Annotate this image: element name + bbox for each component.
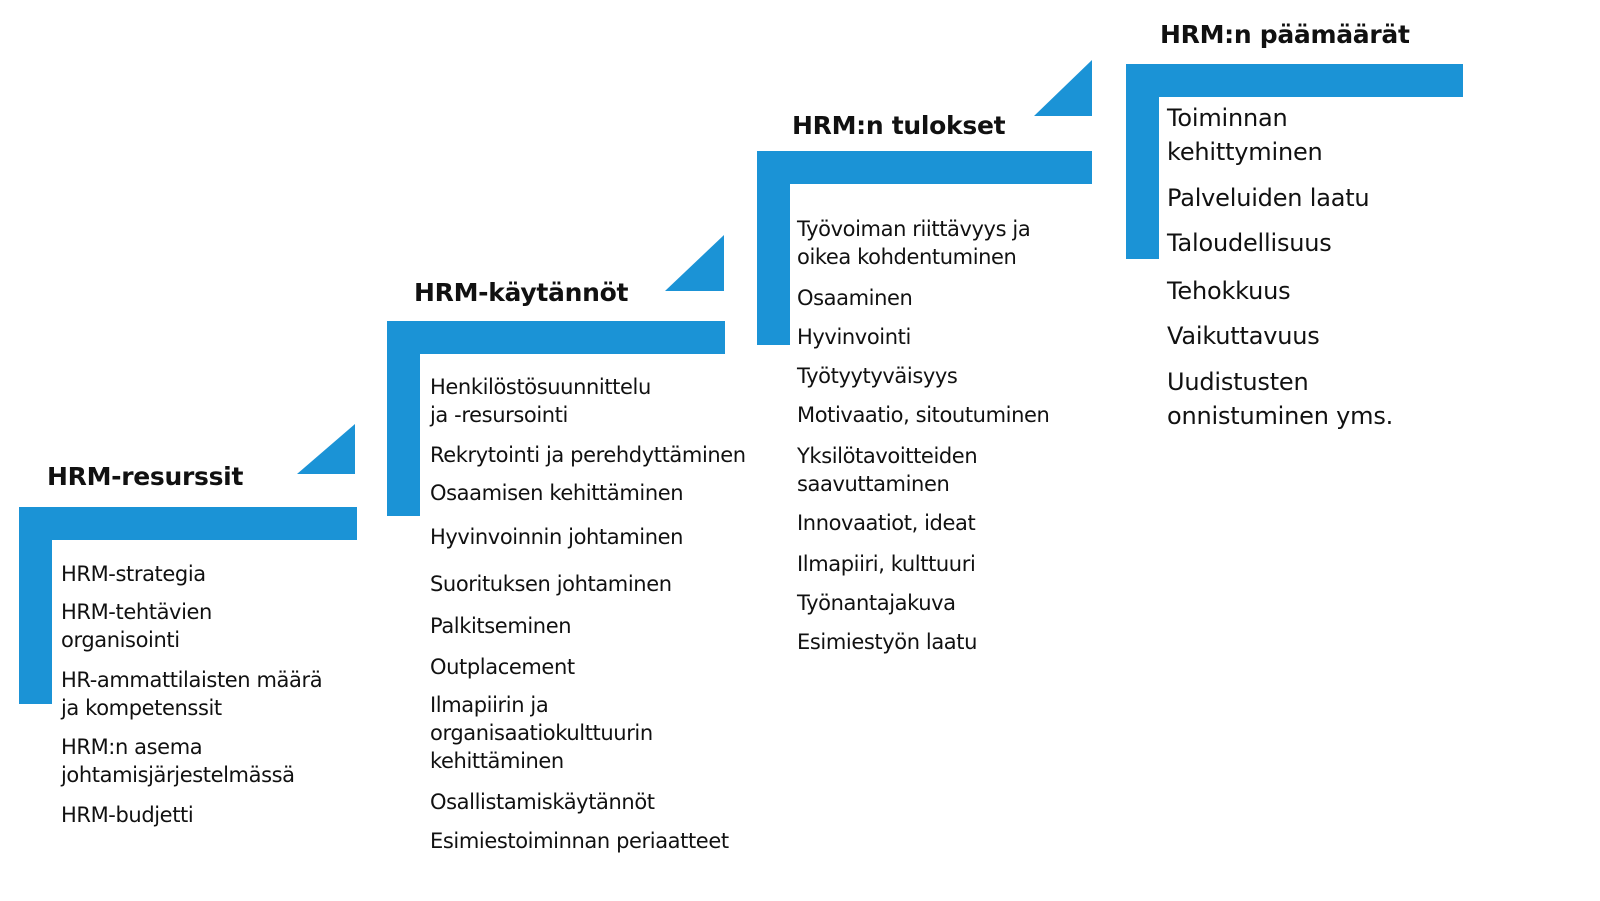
step-4-item: Toiminnan kehittyminen <box>1167 104 1323 166</box>
step-4-item: Taloudellisuus <box>1167 229 1332 257</box>
step-3-item: Työtyytyväisyys <box>797 364 958 388</box>
step-2-item: Palkitseminen <box>430 614 572 638</box>
step-4-item: Palveluiden laatu <box>1167 184 1370 212</box>
step-3-item: Hyvinvointi <box>797 325 911 349</box>
step-2-title: HRM-käytännöt <box>414 278 629 307</box>
step-1-item: HR-ammattilaisten määrä ja kompetenssit <box>61 668 323 720</box>
step-3-item: Työvoiman riittävyys ja oikea kohdentuminen <box>797 217 1031 269</box>
step-3-item: Ilmapiiri, kulttuuri <box>797 552 976 576</box>
step-2-item: Suorituksen johtaminen <box>430 572 672 596</box>
step-3-triangle <box>1034 60 1092 116</box>
step-3-item: Työnantajakuva <box>797 591 956 615</box>
step-1-item: HRM-budjetti <box>61 803 194 827</box>
step-4-item: Uudistusten onnistuminen yms. <box>1167 368 1394 430</box>
step-3-item: Yksilötavoitteiden saavuttaminen <box>797 444 978 496</box>
step-2-vertical-bar <box>387 321 420 516</box>
step-4-item: Vaikuttavuus <box>1167 322 1320 350</box>
step-4-title: HRM:n päämäärät <box>1160 20 1410 49</box>
step-1-horizontal-bar <box>19 507 357 540</box>
step-3-item: Osaaminen <box>797 286 913 310</box>
step-2-item: Rekrytointi ja perehdyttäminen <box>430 443 746 467</box>
step-1-title: HRM-resurssit <box>47 462 244 491</box>
step-1-item: HRM-tehtävien organisointi <box>61 600 212 652</box>
step-2-item: Esimiestoiminnan periaatteet <box>430 829 729 853</box>
step-1-item: HRM-strategia <box>61 562 206 586</box>
step-3-item: Motivaatio, sitoutuminen <box>797 403 1050 427</box>
step-4-horizontal-bar <box>1126 64 1463 97</box>
step-3-item: Esimiestyön laatu <box>797 630 978 654</box>
step-3-item: Innovaatiot, ideat <box>797 511 976 535</box>
step-2-item: Osallistamiskäytännöt <box>430 790 655 814</box>
step-1-triangle <box>297 424 355 474</box>
step-3-title: HRM:n tulokset <box>792 111 1006 140</box>
step-3-horizontal-bar <box>757 151 1092 184</box>
step-2-item: Hyvinvoinnin johtaminen <box>430 525 684 549</box>
step-2-item: Outplacement <box>430 655 575 679</box>
step-4-vertical-bar <box>1126 64 1159 259</box>
step-2-item: Henkilöstösuunnittelu ja -resursointi <box>430 375 651 427</box>
step-2-item: Osaamisen kehittäminen <box>430 481 684 505</box>
step-2-triangle <box>665 235 724 291</box>
step-2-item: Ilmapiirin ja organisaatiokulttuurin kehittäminen <box>430 693 653 773</box>
step-1-vertical-bar <box>19 507 52 704</box>
step-1-item: HRM:n asema johtamisjärjestelmässä <box>61 735 295 787</box>
step-4-item: Tehokkuus <box>1167 277 1291 305</box>
step-3-vertical-bar <box>757 151 790 345</box>
step-2-horizontal-bar <box>387 321 725 354</box>
